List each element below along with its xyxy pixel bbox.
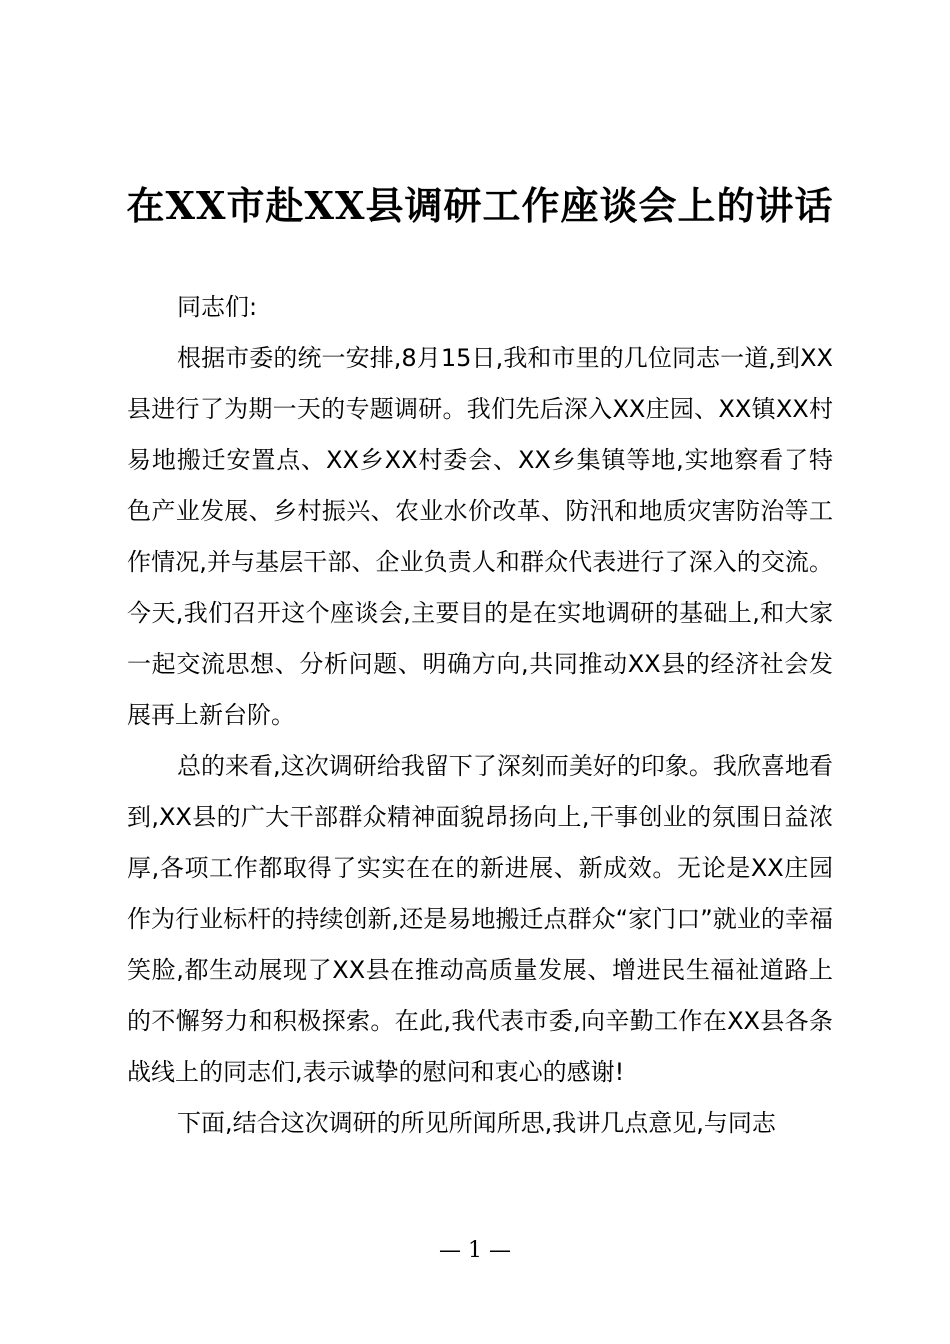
document-body — [127, 282, 833, 1149]
paragraph-1: 根据市委的统一安排,8月15日,我和市里的几位同志一道,到XX县进行了为期一天的专题调研。我们先后深入XX庄园、XX镇XX村易地搬迁安置点、XX乡XX村委会、XX乡集镇等地,实地察看了特色产业发展、乡村振兴、农业水价改革、防汛和地质灾害防治等工作情况,并与基层干部、企业负责人和群众代表进行了深入的交流。今天,我们召开这个座谈会,主要目的是在实地调研的基础上,和大家一起交流思想、分析问题、明确方向,共同推动XX县的经济社会发展再上新台阶。 — [127, 344, 833, 729]
salutation: 同志们: — [177, 293, 258, 321]
document-title: 在XX市赴XX县调研工作座谈会上的讲话 — [126, 183, 834, 228]
paragraph-2: 总的来看,这次调研给我留下了深刻而美好的印象。我欣喜地看到,XX县的广大干部群众精神面貌昂扬向上,干事创业的氛围日益浓厚,各项工作都取得了实实在在的新进展、新成效。无论是XX庄园作为行业标杆的持续创新,还是易地搬迁点群众“家门口”就业的幸福笑脸,都生动展现了XX县在推动高质量发展、增进民生福祉道路上的不懈努力和积极探索。在此,我代表市委,向辛勤工作在XX县各条战线上的同志们,表示诚挚的慰问和衷心的感谢! — [127, 752, 833, 1086]
page-number: — 1 — — [439, 1238, 511, 1263]
paragraph-3: 下面,结合这次调研的所见所闻所思,我讲几点意见,与同志 — [177, 1109, 776, 1137]
